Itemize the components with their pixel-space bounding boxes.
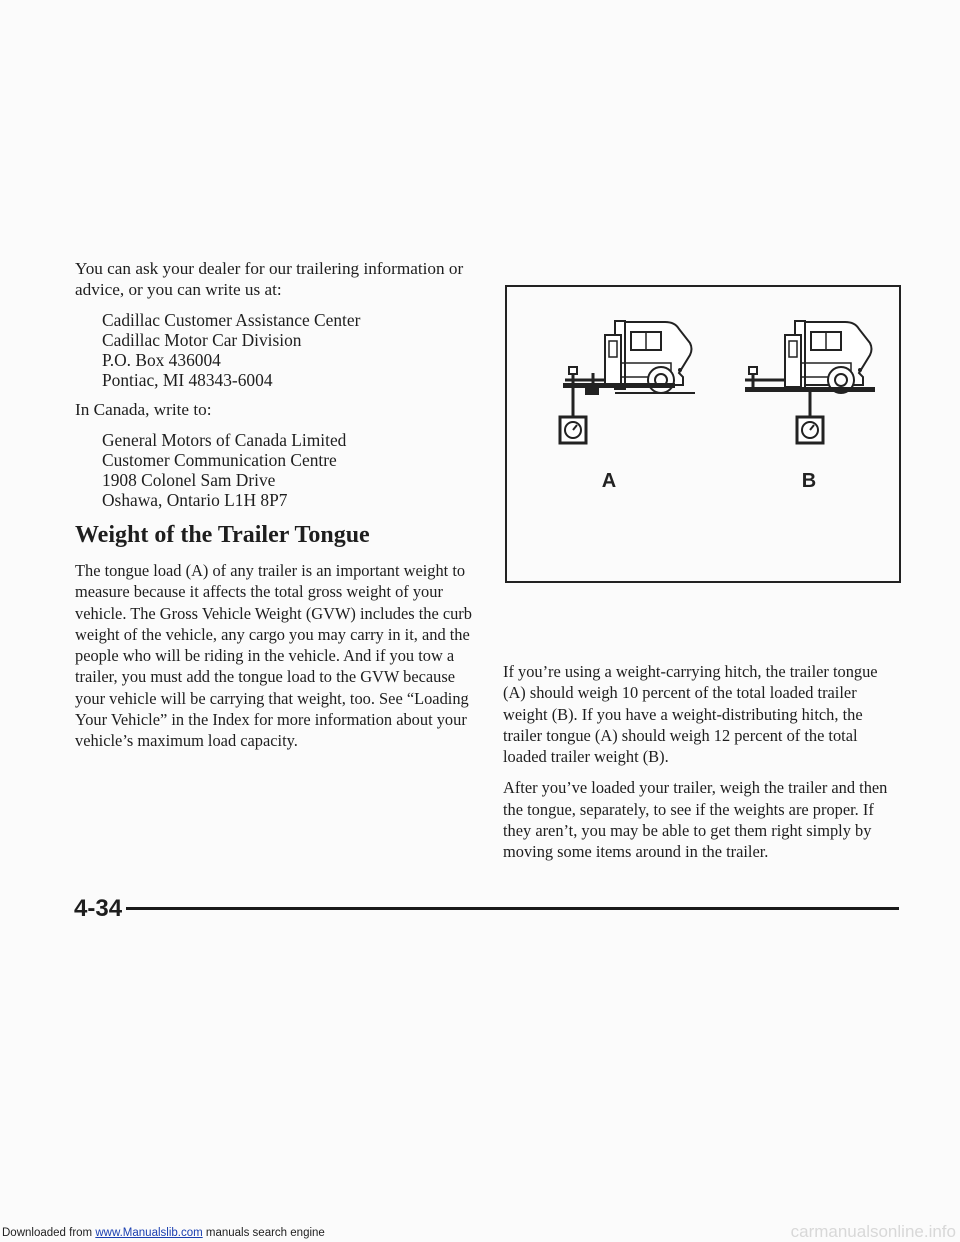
address-line: Customer Communication Centre	[102, 450, 337, 470]
hitch-percent-paragraph: If you’re using a weight-carrying hitch, the trailer tongue (A) should weigh 10 percent of the total loaded trailer weight (B). If you have a weight-distributing hitch, the trailer tongue (A) should weigh 12 percent of the total loaded trailer weight (B).	[503, 662, 878, 767]
us-address	[102, 310, 475, 390]
label-a: A	[601, 470, 617, 492]
footer-rule	[126, 907, 899, 910]
address-line: General Motors of Canada Limited	[102, 430, 347, 450]
canada-intro: In Canada, write to:	[75, 400, 212, 419]
right-column	[503, 661, 903, 873]
address-line: P.O. Box 436004	[102, 350, 221, 370]
trailer-weighing-figure	[505, 285, 901, 583]
watermark: carmanualsonline.info	[790, 1222, 956, 1241]
trailer-illustration	[507, 287, 901, 583]
trailer-b-illustration	[745, 321, 875, 443]
source-link[interactable]: www.Manualslib.com	[95, 1227, 203, 1239]
source-suffix: manuals search engine	[202, 1227, 325, 1239]
section-heading: Weight of the Trailer Tongue	[75, 522, 370, 548]
trailer-a-illustration	[560, 321, 695, 443]
address-line: 1908 Colonel Sam Drive	[102, 470, 276, 490]
page-number: 4-34	[74, 895, 123, 922]
source-credit	[2, 1227, 325, 1239]
weighing-paragraph: After you’ve loaded your trailer, weigh the trailer and then the tongue, separately, to see if the weights are proper. If they aren’t, you may be able to get them right simply by moving some items around in the trailer.	[503, 778, 888, 862]
address-line: Oshawa, Ontario L1H 8P7	[102, 490, 288, 510]
address-line: Cadillac Customer Assistance Center	[102, 310, 361, 330]
address-line: Cadillac Motor Car Division	[102, 330, 302, 350]
source-prefix: Downloaded from	[2, 1227, 96, 1239]
address-line: Pontiac, MI 48343-6004	[102, 370, 273, 390]
tongue-load-paragraph: The tongue load (A) of any trailer is an important weight to measure because it affects the total gross weight of your vehicle. The Gross Vehicle Weight (GVW) includes the curb weight of the vehicle, any cargo you may carry in it, and the people who will be riding in the vehicle. And if you tow a trailer, you must add the tongue load to the GVW because your vehicle will be carrying that weight, too. See “Loading Your Vehicle” in the Index for more information about your vehicle’s maximum load capacity.	[75, 561, 472, 751]
canada-address	[102, 430, 475, 510]
label-b: B	[801, 470, 817, 492]
intro-text: You can ask your dealer for our trailering information or advice, or you can write us at:	[75, 259, 464, 299]
left-column	[75, 258, 475, 752]
